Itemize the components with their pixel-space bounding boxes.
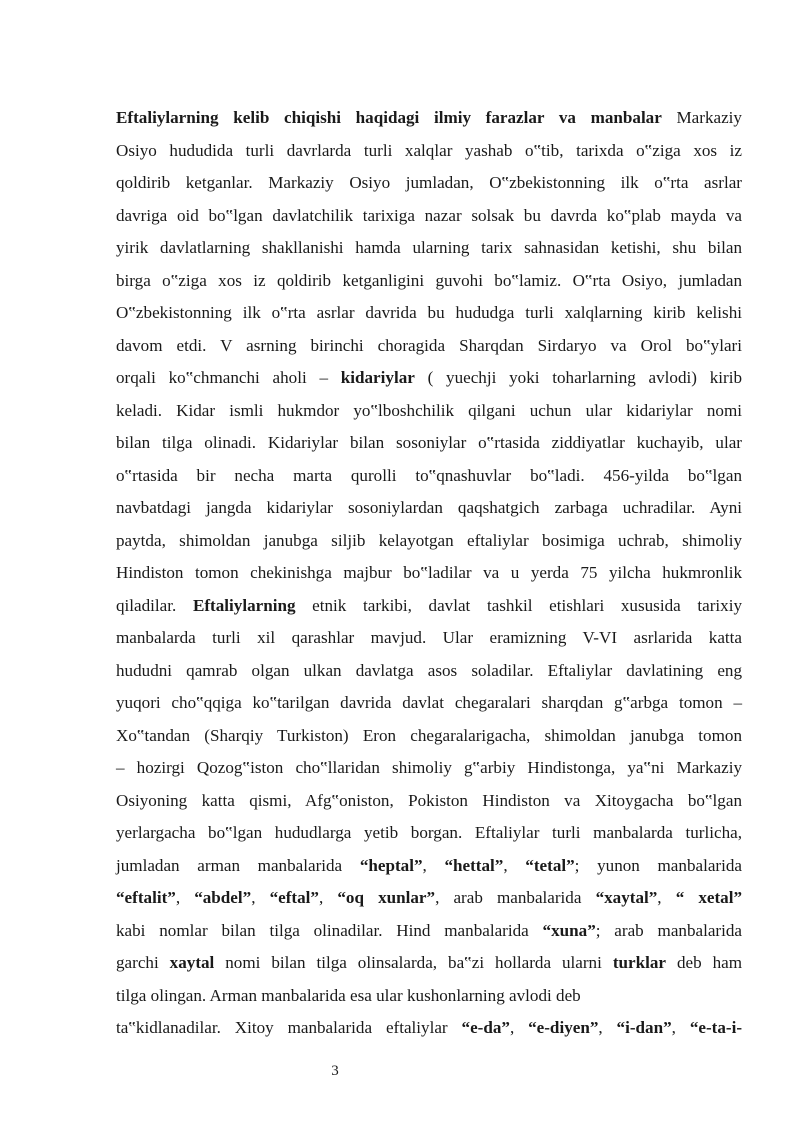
text-line	[116, 980, 742, 1013]
text-run: Osiyo hududida turli davrlarda turli xalqlar yashab o‟tib, tarixda o‟ziga xos iz	[116, 140, 742, 160]
text-line	[116, 167, 742, 200]
text-line	[116, 102, 742, 135]
text-run: yuqori cho‟qqiga ko‟tarilgan davrida davlat chegaralari sharqdan g‟arbga tomon –	[116, 693, 742, 712]
text-run: etnik tarkibi, davlat tashkil etishlari xususida tarixiy	[295, 595, 742, 615]
text-run: ,	[503, 855, 526, 875]
text-line	[116, 492, 742, 525]
text-run: keladi. Kidar ismli hukmdor yo‟lboshchilik qilgani uchun ular kidariylar nomi	[116, 400, 742, 420]
bold-text-run: “ xetal”	[675, 888, 743, 907]
text-run: ,	[509, 1018, 529, 1037]
bold-text-run: “xuna”	[542, 920, 596, 940]
bold-text-run: “abdel”	[194, 888, 252, 907]
text-line	[116, 915, 742, 948]
document-body-text	[116, 102, 742, 1045]
text-run: ; yunon manbalarida	[574, 855, 742, 875]
text-run: ,	[671, 1018, 690, 1037]
text-run: qoldirib ketganlar. Markaziy Osiyo jumladan, O‟zbekistonning ilk o‟rta asrlar	[116, 173, 742, 192]
text-line	[116, 817, 742, 850]
page-number	[0, 1063, 670, 1080]
text-run: O‟zbekistonning ilk o‟rta asrlar davrida bu hududga turli xalqlarning kirib kelishi	[116, 303, 742, 322]
text-run: nomi bilan tilga olinsalarda, ba‟zi hollarda ularni	[214, 953, 613, 972]
bold-text-run: “e-ta-i-	[689, 1018, 743, 1037]
text-run: ,	[175, 888, 195, 907]
text-line	[116, 947, 742, 980]
text-line	[116, 427, 742, 460]
text-line	[116, 135, 742, 168]
text-line	[116, 850, 742, 883]
text-run: deb ham	[666, 953, 743, 972]
text-run: davom etdi. V asrning birinchi choragida Sharqdan Sirdaryo va Orol bo‟ylari	[116, 335, 742, 355]
text-line	[116, 655, 742, 688]
text-run: ta‟kidlanadilar. Xitoy manbalarida eftaliylar	[116, 1018, 462, 1037]
bold-text-run: xaytal	[169, 953, 215, 972]
text-run: bilan tilga olinadi. Kidariylar bilan sosoniylar o‟rtasida ziddiyatlar kuchayib, ular	[116, 433, 742, 452]
text-run: ,	[422, 855, 445, 875]
text-run: Hindiston tomon chekinishga majbur bo‟ladilar va u yerda 75 yilcha hukmronlik	[116, 563, 742, 582]
bold-text-run: Eftaliylarning kelib chiqishi haqidagi ilmiy farazlar va manbalar	[116, 108, 662, 127]
text-run: ,	[318, 888, 338, 907]
text-run: yirik davlatlarning shakllanishi hamda ularning tarix sahnasidan ketishi, shu bilan	[116, 238, 742, 257]
bold-text-run: “eftal”	[269, 888, 319, 907]
text-line	[116, 200, 742, 233]
text-run: qiladilar.	[116, 595, 193, 615]
text-run: Markaziy	[661, 108, 742, 127]
text-line	[116, 1012, 742, 1045]
text-line	[116, 265, 742, 298]
text-run: ,	[251, 888, 270, 907]
bold-text-run: “tetal”	[525, 855, 575, 875]
text-line	[116, 590, 742, 623]
bold-text-run: “hettal”	[444, 855, 504, 875]
text-run: o‟rtasida bir necha marta qurolli to‟qnashuvlar bo‟ladi. 456-yilda bo‟lgan	[116, 465, 742, 485]
text-line	[116, 525, 742, 558]
bold-text-run: “e-da”	[461, 1018, 510, 1037]
text-line	[116, 557, 742, 590]
text-line	[116, 362, 742, 395]
text-run: paytda, shimoldan janubga siljib kelayotgan eftaliylar bosimiga uchrab, shimoliy	[116, 530, 742, 550]
text-run: garchi	[116, 953, 170, 972]
text-run: tilga olingan. Arman manbalarida esa ular kushonlarning avlodi deb	[116, 985, 581, 1005]
text-run: manbalarda turli xil qarashlar mavjud. Ular eramizning V-VI asrlarida katta	[116, 628, 742, 647]
text-line	[116, 882, 742, 915]
text-line	[116, 785, 742, 818]
bold-text-run: “e-diyen”	[528, 1018, 599, 1037]
text-run: ,	[598, 1018, 617, 1037]
text-run: , arab manbalarida	[435, 888, 596, 907]
text-line	[116, 622, 742, 655]
bold-text-run: turklar	[612, 953, 666, 972]
text-run: orqali ko‟chmanchi aholi –	[116, 368, 341, 387]
bold-text-run: kidariylar	[340, 368, 415, 387]
text-run: yerlargacha bo‟lgan hududlarga yetib borgan. Eftaliylar turli manbalarda turlicha,	[116, 823, 742, 842]
bold-text-run: “i-dan”	[616, 1018, 672, 1037]
text-line	[116, 297, 742, 330]
text-run: ( yuechji yoki toharlarning avlodi) kirib	[414, 368, 742, 387]
text-run: ,	[657, 888, 676, 907]
text-run: hududni qamrab olgan ulkan davlatga asos soladilar. Eftaliylar davlatining eng	[116, 660, 742, 680]
text-line	[116, 687, 742, 720]
text-run: – hozirgi Qozog‟iston cho‟llaridan shimoliy g‟arbiy Hindistonga, ya‟ni Markaziy	[116, 758, 742, 777]
bold-text-run: “oq xunlar”	[337, 888, 436, 907]
text-run: jumladan arman manbalarida	[116, 855, 360, 875]
text-run: davriga oid bo‟lgan davlatchilik tarixiga nazar solsak bu davrda ko‟plab mayda va	[116, 205, 742, 225]
text-run: ; arab manbalarida	[595, 920, 742, 940]
text-run: Xo‟tandan (Sharqiy Turkiston) Eron chegaralarigacha, shimoldan janubga tomon	[116, 725, 742, 745]
bold-text-run: Eftaliylarning	[192, 595, 296, 615]
bold-text-run: “eftalit”	[116, 888, 176, 907]
text-line	[116, 232, 742, 265]
text-run: Osiyoning katta qismi, Afg‟oniston, Pokiston Hindiston va Xitoygacha bo‟lgan	[116, 790, 742, 810]
text-line	[116, 752, 742, 785]
page-number-label: 3	[331, 1063, 339, 1079]
bold-text-run: “heptal”	[359, 855, 423, 875]
bold-text-run: “xaytal”	[595, 888, 658, 907]
text-line	[116, 720, 742, 753]
text-run: navbatdagi jangda kidariylar sosoniylardan qaqshatgich zarbaga uchradilar. Ayni	[116, 498, 742, 517]
text-run: birga o‟ziga xos iz qoldirib ketganligini guvohi bo‟lamiz. O‟rta Osiyo, jumladan	[116, 270, 742, 290]
text-run: kabi nomlar bilan tilga olinadilar. Hind manbalarida	[116, 920, 543, 940]
text-line	[116, 460, 742, 493]
text-line	[116, 395, 742, 428]
text-line	[116, 330, 742, 363]
